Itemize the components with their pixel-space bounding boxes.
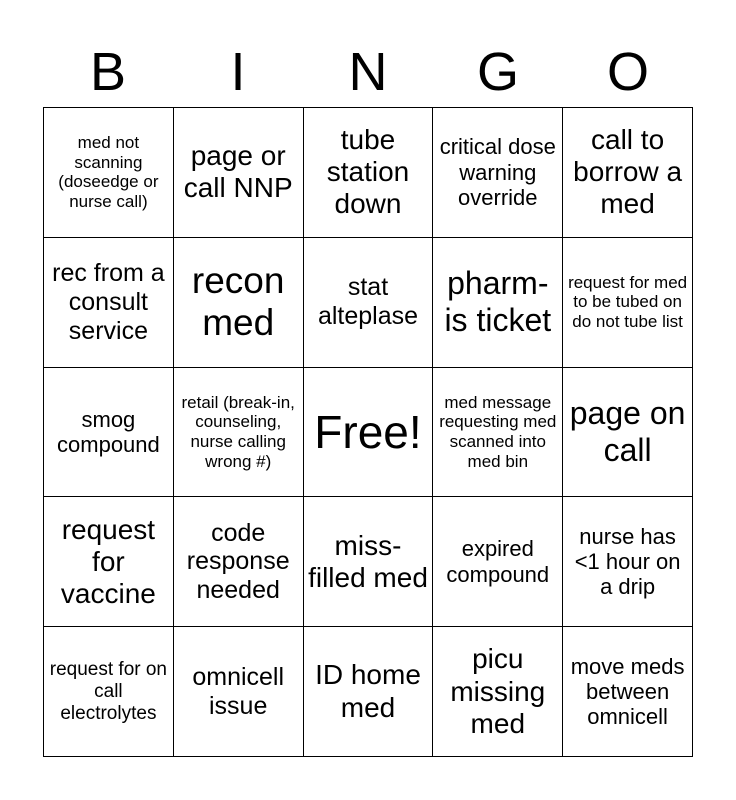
header-letter-b: B	[89, 42, 127, 102]
bingo-cell[interactable]: med message requesting med scanned into med bin	[433, 368, 563, 498]
bingo-cell[interactable]: pharm-is ticket	[433, 238, 563, 368]
bingo-cell[interactable]: smog compound	[44, 368, 174, 498]
bingo-cell[interactable]: request for vaccine	[44, 497, 174, 627]
bingo-cell[interactable]: picu missing med	[433, 627, 563, 757]
bingo-cell[interactable]: stat alteplase	[304, 238, 434, 368]
bingo-cell[interactable]: critical dose warning override	[433, 108, 563, 238]
header-letter-n: N	[348, 42, 388, 102]
bingo-cell[interactable]: rec from a consult service	[44, 238, 174, 368]
bingo-cell[interactable]: expired compound	[433, 497, 563, 627]
header-letter-i: I	[230, 42, 246, 102]
bingo-cell[interactable]: tube station down	[304, 108, 434, 238]
header-letter-g: G	[476, 42, 519, 102]
bingo-header	[43, 40, 693, 104]
free-space-cell[interactable]: Free!	[304, 368, 434, 498]
bingo-cell[interactable]: request for on call electrolytes	[44, 627, 174, 757]
bingo-cell[interactable]: page or call NNP	[174, 108, 304, 238]
header-letter-o: O	[606, 42, 649, 102]
bingo-board	[43, 107, 693, 757]
bingo-cell[interactable]: page on call	[563, 368, 693, 498]
bingo-cell[interactable]: retail (break-in, counseling, nurse calling wrong #)	[174, 368, 304, 498]
bingo-cell[interactable]: code response needed	[174, 497, 304, 627]
bingo-cell[interactable]: move meds between omnicell	[563, 627, 693, 757]
bingo-cell[interactable]: miss-filled med	[304, 497, 434, 627]
bingo-cell[interactable]: call to borrow a med	[563, 108, 693, 238]
bingo-cell[interactable]: omnicell issue	[174, 627, 304, 757]
bingo-cell[interactable]: med not scanning (doseedge or nurse call)	[44, 108, 174, 238]
bingo-cell[interactable]: request for med to be tubed on do not tube list	[563, 238, 693, 368]
bingo-cell[interactable]: ID home med	[304, 627, 434, 757]
bingo-cell[interactable]: recon med	[174, 238, 304, 368]
bingo-cell[interactable]: nurse has <1 hour on a drip	[563, 497, 693, 627]
